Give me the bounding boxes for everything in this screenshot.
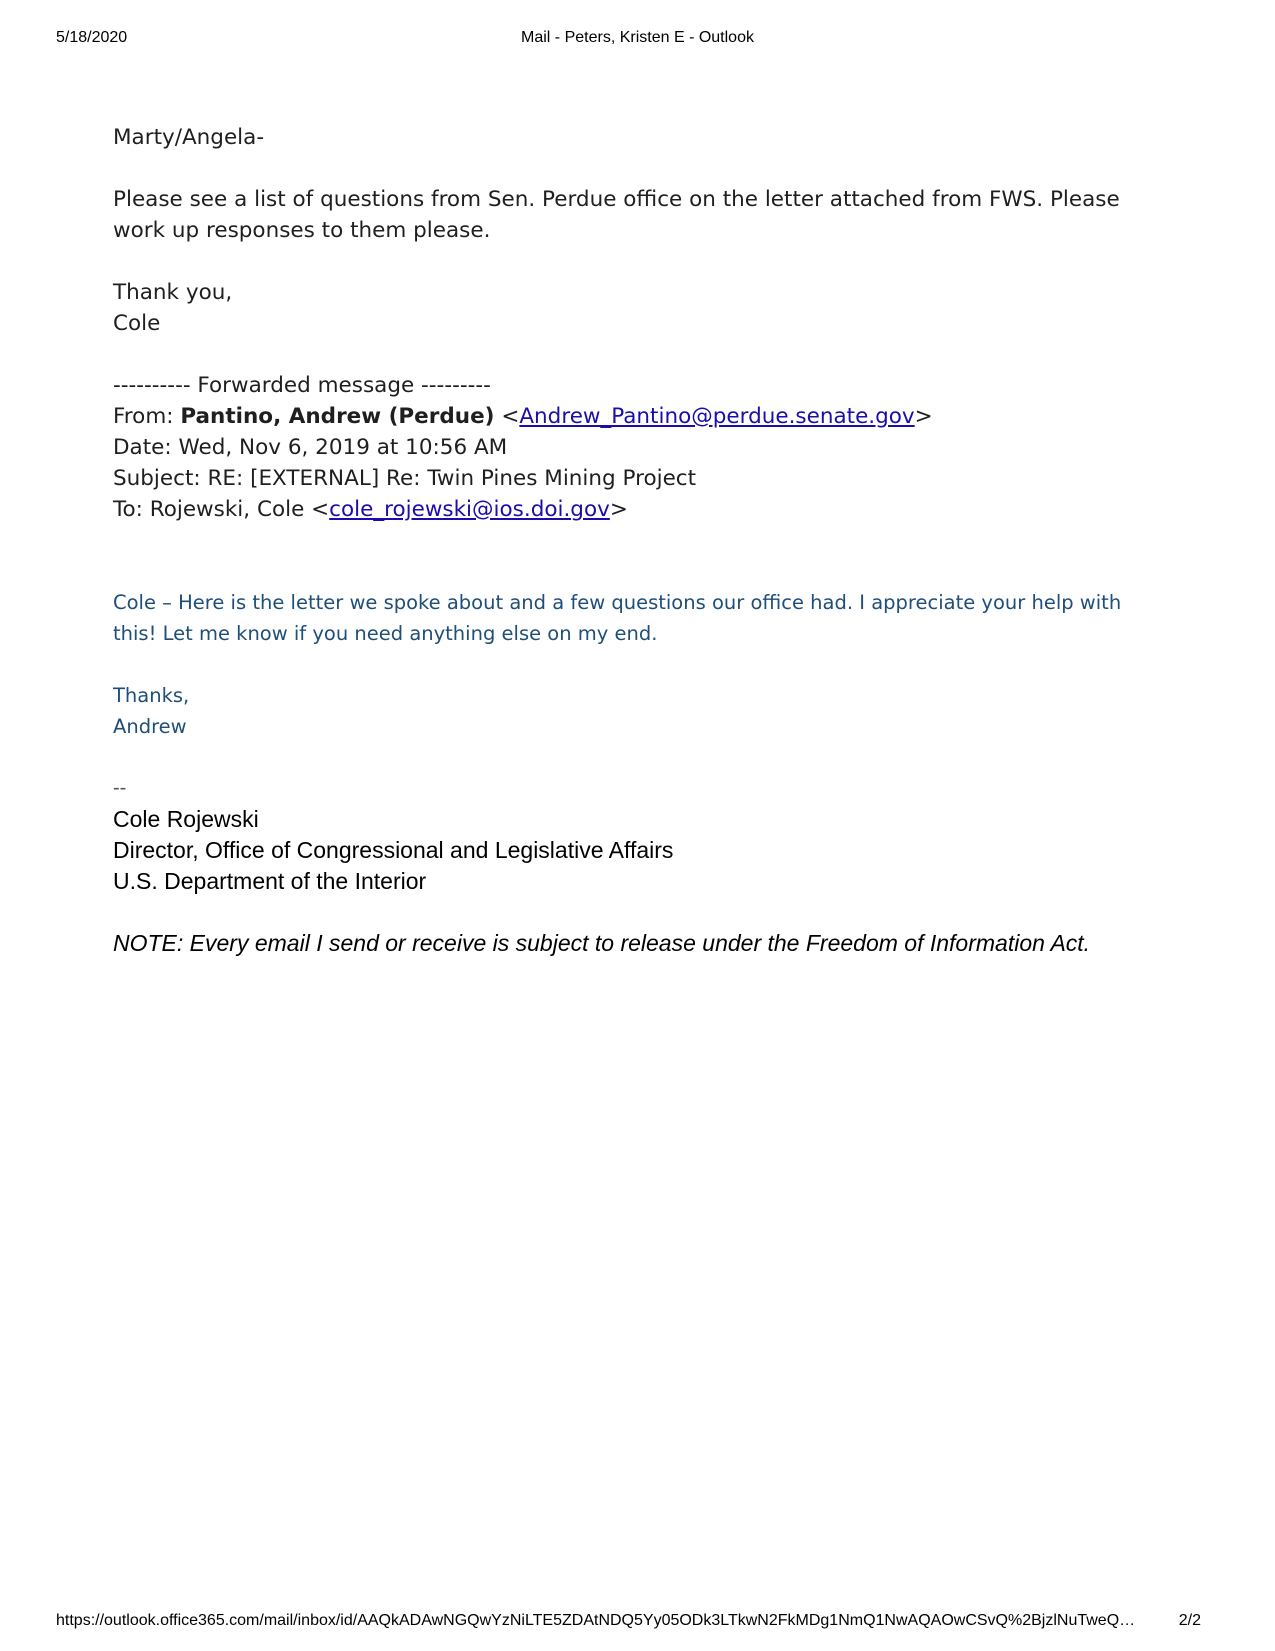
to-label: To: xyxy=(113,497,143,522)
from-email-link[interactable]: Andrew_Pantino@perdue.senate.gov xyxy=(519,404,915,429)
signature-block xyxy=(113,773,1163,959)
quoted-message xyxy=(113,587,1163,742)
print-title: Mail - Peters, Kristen E - Outlook xyxy=(521,29,754,46)
email-body xyxy=(113,122,1163,959)
print-url: https://outlook.office365.com/mail/inbox/id/AAQkADAwNGQwYzNiLTE5ZDAtNDQ5Yy05ODk3LTkwN2FkMDg1NmQ1NwAQAOwCSvQ%2BjzlNuTweQ… xyxy=(56,1612,1136,1629)
subject-label: Subject: xyxy=(113,466,201,491)
print-footer xyxy=(56,1612,1219,1634)
forwarded-to-line: To: Rojewski, Cole <cole_rojewski@ios.doi.gov> xyxy=(113,497,628,522)
forwarded-header xyxy=(113,370,1163,525)
date-label: Date: xyxy=(113,435,172,460)
from-label: From: xyxy=(113,404,174,429)
forwarded-subject-line xyxy=(113,463,1163,494)
page-number: 2/2 xyxy=(1178,1612,1201,1629)
date-value: Wed, Nov 6, 2019 at 10:56 AM xyxy=(178,435,508,460)
signature-title: Director, Office of Congressional and Legislative Affairs xyxy=(113,837,674,863)
print-date: 5/18/2020 xyxy=(56,29,128,46)
subject-value: RE: [EXTERNAL] Re: Twin Pines Mining Project xyxy=(207,466,697,491)
quoted-name: Andrew xyxy=(113,715,187,738)
message-body: Please see a list of questions from Sen. Perdue office on the letter attached from FWS. Please work up responses to them please. xyxy=(113,187,1120,243)
message-sender-name: Cole xyxy=(113,311,161,336)
to-email-link[interactable]: cole_rojewski@ios.doi.gov xyxy=(329,497,610,522)
forwarded-from-line: From: Pantino, Andrew (Perdue) <Andrew_Pantino@perdue.senate.gov> xyxy=(113,404,933,429)
message-closing: Thank you, xyxy=(113,280,233,305)
print-header xyxy=(56,29,1219,51)
quoted-body: Cole – Here is the letter we spoke about and a few questions our office had. I appreciate your help with this! Let me know if you need anything else on my end. xyxy=(113,591,1122,645)
quoted-closing: Thanks, xyxy=(113,684,190,707)
signature-organization: U.S. Department of the Interior xyxy=(113,868,427,894)
forwarded-date-line xyxy=(113,432,1163,463)
signature-dashes: -- xyxy=(113,777,127,799)
from-name: Pantino, Andrew (Perdue) xyxy=(180,404,495,429)
greeting: Marty/Angela- xyxy=(113,125,265,150)
foia-note: NOTE: Every email I send or receive is subject to release under the Freedom of Information Act. xyxy=(113,930,1091,956)
forwarded-separator: ---------- Forwarded message --------- xyxy=(113,373,491,398)
signature-name: Cole Rojewski xyxy=(113,806,259,832)
to-name: Rojewski, Cole xyxy=(149,497,305,522)
